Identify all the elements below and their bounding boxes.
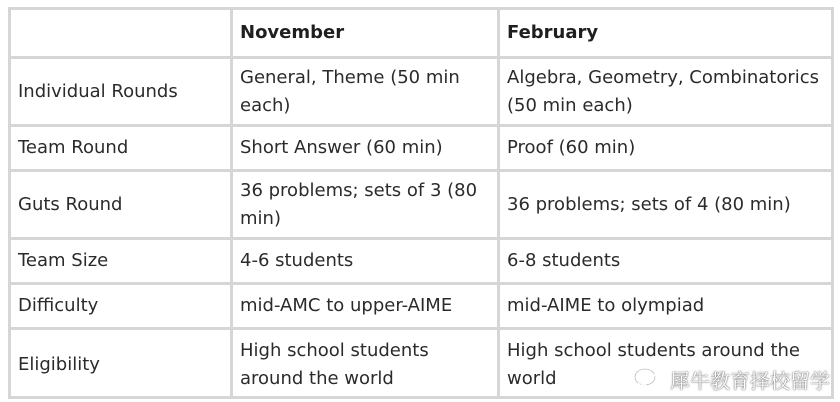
comparison-table xyxy=(8,7,834,399)
table-row xyxy=(10,284,833,329)
table-header-row xyxy=(10,9,833,58)
february-cell: High school students around the world xyxy=(499,329,833,398)
header-empty xyxy=(10,9,232,58)
november-cell: 36 problems; sets of 3 (80 min) xyxy=(232,171,499,239)
row-label: Individual Rounds xyxy=(10,58,232,126)
november-cell: mid-AMC to upper-AIME xyxy=(232,284,499,329)
november-cell: High school students around the world xyxy=(232,329,499,398)
watermark xyxy=(634,365,830,394)
row-label: Eligibility xyxy=(10,329,232,398)
november-cell: Short Answer (60 min) xyxy=(232,126,499,171)
row-label: Difficulty xyxy=(10,284,232,329)
watermark-text: 犀牛教育择校留学 xyxy=(670,369,830,393)
february-cell: 36 problems; sets of 4 (80 min) xyxy=(499,171,833,239)
header-february: February xyxy=(499,9,833,58)
header-november: November xyxy=(232,9,499,58)
november-cell: 4-6 students xyxy=(232,239,499,284)
november-cell: General, Theme (50 min each) xyxy=(232,58,499,126)
row-label: Team Round xyxy=(10,126,232,171)
table-row xyxy=(10,171,833,239)
february-cell: mid-AIME to olympiad xyxy=(499,284,833,329)
row-label: Guts Round xyxy=(10,171,232,239)
february-cell: Proof (60 min) xyxy=(499,126,833,171)
wechat-icon xyxy=(634,367,664,393)
row-label: Team Size xyxy=(10,239,232,284)
table-row xyxy=(10,126,833,171)
february-cell: 6-8 students xyxy=(499,239,833,284)
february-cell: Algebra, Geometry, Combinatorics (50 min each) xyxy=(499,58,833,126)
table-row xyxy=(10,58,833,126)
table-row xyxy=(10,239,833,284)
